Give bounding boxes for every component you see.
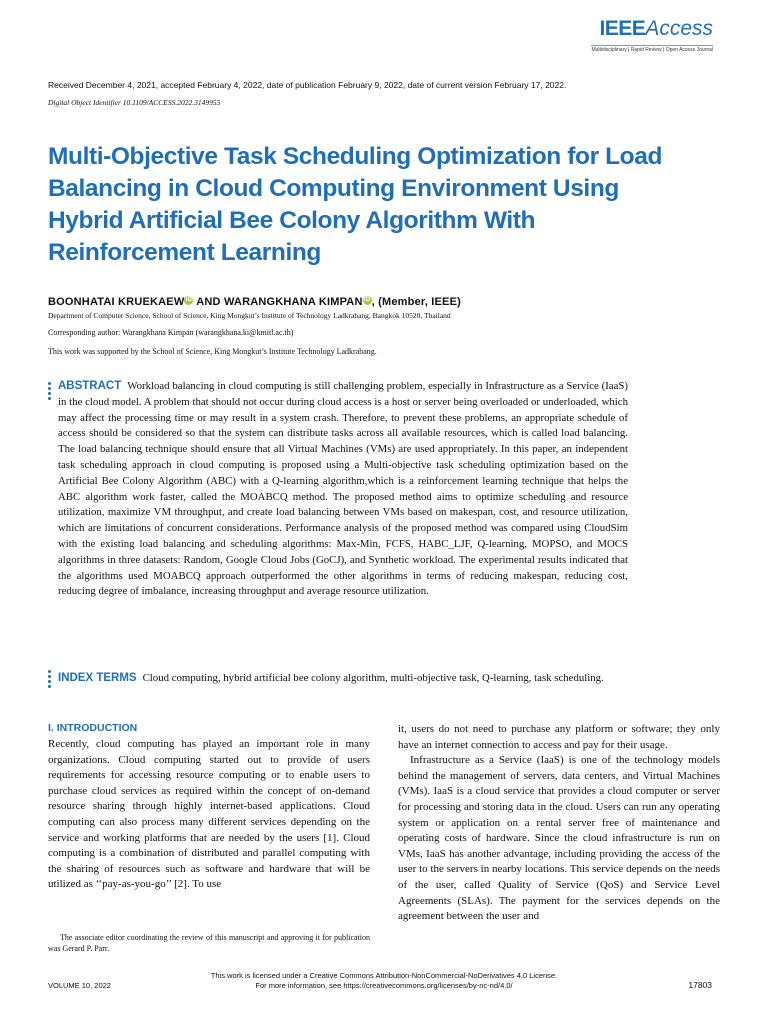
author-1: BOONHATAI KRUEKAEW	[48, 296, 185, 308]
intro-paragraph: Infrastructure as a Service (IaaS) is one of the technology models behind the management of servers, data centers, and Virtual Machines (VMs). IaaS is a cloud service that provides a cloud computer or server for processing and storing data in the cloud. Users can run any operating system or application on a rental server free of maintenance and operating costs of hardware. Since the cloud infrastructure is run on VMs, IaaS has another advantage, including providing the access of the user to the servers in nearby locations. This service depends on the needs of the user, called Quality of Service (QoS) and Service Level Agreements (SLAs). The payment for the services depends on the agreement between the user and	[398, 754, 720, 923]
abstract-heading: ABSTRACT	[58, 380, 122, 392]
abstract-text: Workload balancing in cloud computing is still challenging problem, especially in Infrastructure as a Service (IaaS) in the cloud model. A problem that should not occur during cloud access is a host or server being overloaded or underloaded, which may affect the processing time or may result in a system crash. Therefore, to prevent these problems, an appropriate schedule of access should be considered so that the system can distribute tasks across all available resources, which is called load balancing. The load balancing technique should ensure that all Virtual Machines (VMs) are used appropriately. In this paper, an independent task scheduling approach in cloud computing is proposed using a Multi-objective task scheduling optimization based on the Artificial Bee Colony Algorithm (ABC) with a Q-learning algorithm,which is a reinforcement learning technique that helps the ABC algorithm work faster, called the MOABCQ method. The proposed method aims to optimize scheduling and resource utilization, maximize VM throughput, and create load balancing between VMs based on makespan, cost, and resource utilization, which are limitations of concurrent considerations. Performance analysis of the proposed method was compared using CloudSim with the existing load balancing and scheduling algorithms: Max-Min, FCFS, HABC_LJF, Q-learning, MOPSO, and MOCS algorithms in three datasets: Random, Google Cloud Jobs (GoCJ), and Synthetic workload. The experimental results indicated that the algorithms used MOABCQ approach outperformed the other algorithms in terms of reducing makespan, reducing cost, reducing degree of imbalance, increasing throughput and average resource utilization.	[58, 380, 628, 598]
paper-title: Multi-Objective Task Scheduling Optimization for Load Balancing in Cloud Computing Environment Using Hybrid Artificial Bee Colony Algorithm With Reinforcement Learning	[48, 143, 663, 266]
license-link[interactable]: For more information, see https://creativecommons.org/licenses/by-nc-nd/4.0/	[255, 981, 513, 990]
doi: Digital Object Identifier 10.1109/ACCESS.2022.3149955	[48, 98, 221, 107]
abstract	[58, 379, 628, 600]
index-terms-heading: INDEX TERMS	[58, 672, 137, 684]
intro-column-right	[398, 722, 720, 925]
license-notice	[0, 971, 768, 991]
affiliation: Department of Computer Science, School of Science, King Mongkut’s Institute of Technology Ladkrabang, Bangkok 10520, Thailand	[48, 311, 451, 320]
intro-column-left: Recently, cloud computing has played an important role in many organizations. Cloud computing started out to provide of users requirements for accessing resource computing or to enable users to purchase cloud services as required within the concept of on-demand resource sharing through highly internet-based applications. Cloud computing can also process many different services depending on the service and working platforms that are needed by the users [1]. Cloud computing is a combination of distributed and parallel computing with the sharing of resources such as software and hardware that will be utilized as ‘‘pay-as-you-go’’ [2]. To use	[48, 738, 370, 891]
page-number: 17803	[688, 980, 712, 990]
section-heading-introduction: I. INTRODUCTION	[48, 722, 138, 734]
author-membership: , (Member, IEEE)	[371, 296, 461, 308]
author-line	[48, 296, 461, 308]
index-terms-dots-icon	[48, 670, 51, 690]
abstract-dots-icon	[48, 382, 51, 402]
license-line: This work is licensed under a Creative Commons Attribution-NonCommercial-NoDerivatives 4.0 License.	[210, 971, 558, 980]
orcid-icon[interactable]: iD	[363, 297, 371, 303]
journal-logo	[591, 18, 713, 53]
orcid-icon[interactable]: iD	[185, 297, 193, 303]
index-terms-text: Cloud computing, hybrid artificial bee colony algorithm, multi-objective task, Q-learning, task scheduling.	[142, 672, 604, 684]
received-dates: Received December 4, 2021, accepted February 4, 2022, date of publication February 9, 2022, date of current version February 17, 2022.	[48, 80, 567, 90]
logo-tagline: Multidisciplinary | Rapid Review | Open Access Journal	[591, 47, 713, 53]
volume-label: VOLUME 10, 2022	[48, 981, 111, 990]
editor-footnote: The associate editor coordinating the review of this manuscript and approving it for publication was Gerard P. Parr.	[48, 933, 370, 953]
intro-paragraph: it, users do not need to purchase any platform or software; they only have an internet connection to access and pay for their usage.	[398, 723, 720, 751]
author-conjunction: AND	[193, 296, 224, 308]
funding-statement: This work was supported by the School of Science, King Mongkut’s Institute Technology Ladkrabang.	[48, 347, 377, 356]
logo-ieee: IEEE	[599, 17, 646, 40]
logo-access: Access	[645, 17, 713, 40]
author-2: WARANGKHANA KIMPAN	[223, 296, 363, 308]
corresponding-author: Corresponding author: Warangkhana Kimpan (warangkhana.ki@kmitl.ac.th)	[48, 328, 294, 337]
index-terms	[58, 671, 628, 687]
